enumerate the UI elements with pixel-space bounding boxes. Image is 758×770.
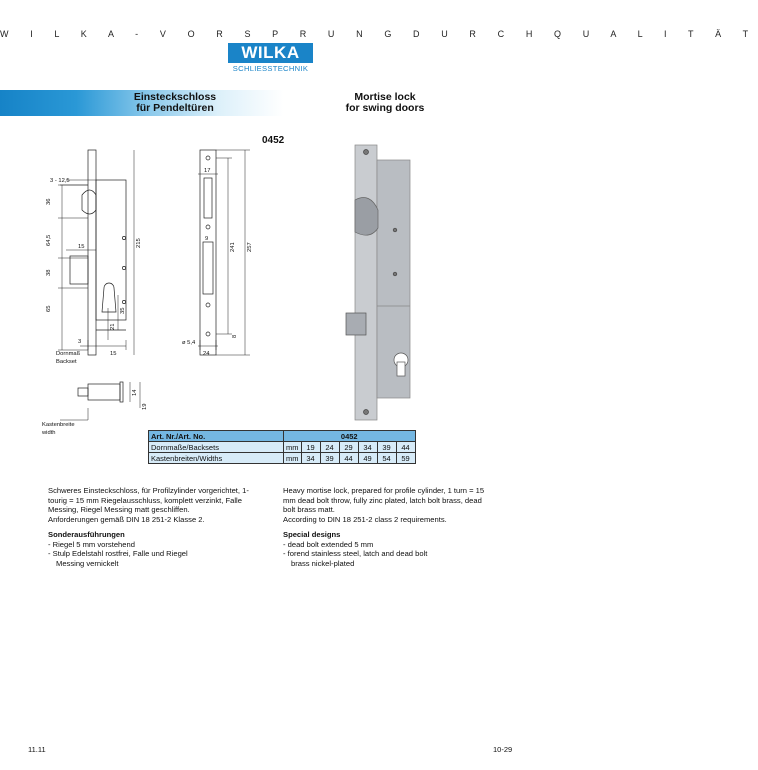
dim-257: 257 (247, 242, 253, 252)
dim-215: 215 (136, 238, 142, 248)
table-cell: 44 (396, 442, 415, 453)
title-german-line1: Einsteckschloss (133, 91, 217, 103)
bottom-view-dimension-lines (60, 382, 140, 420)
table-header-row (149, 431, 416, 442)
table-row (149, 453, 416, 464)
label-case-width-en: width (42, 430, 56, 436)
table-cell: 34 (358, 442, 377, 453)
special-design-en-item: - forend stainless steel, latch and dead bolt (283, 549, 428, 559)
logo-wordmark: WILKA (228, 43, 313, 63)
special-design-en-item: - dead bolt extended 5 mm (283, 539, 374, 549)
description-german (48, 486, 253, 569)
dim-19: 19 (142, 403, 148, 410)
dim-35: 35 (120, 307, 126, 314)
special-design-de-item: - Stulp Edelstahl rostfrei, Falle und Riegel (48, 549, 188, 559)
table-header-label: Art. Nr./Art. No. (149, 431, 284, 442)
dim-15-bottom: 15 (110, 351, 117, 357)
model-number: 0452 (262, 135, 285, 146)
row-unit: mm (284, 442, 302, 453)
bottom-view (78, 382, 123, 402)
table-cell: 24 (320, 442, 339, 453)
dim-15-top: 15 (78, 244, 85, 250)
row-label: Kastenbreiten/Widths (149, 453, 284, 464)
label-case-width-de: Kastenbreite (42, 422, 75, 428)
table-cell: 44 (339, 453, 358, 464)
description-en-standard: According to DIN 18 251-2 class 2 requirements. (283, 515, 447, 525)
footer-page-number: 10-29 (493, 745, 513, 754)
table-cell: 39 (320, 453, 339, 464)
dim-64-5: 64,5 (46, 234, 52, 246)
special-design-de-item-cont: Messing vernickelt (56, 558, 119, 568)
table-cell: 59 (396, 453, 415, 464)
side-view-lock-body (70, 150, 126, 355)
table-cell: 39 (377, 442, 396, 453)
table-header-value: 0452 (284, 431, 416, 442)
table-cell: 19 (301, 442, 320, 453)
dim-3-bottom: 3 (78, 339, 82, 345)
description-en-paragraph: Heavy mortise lock, prepared for profile cylinder, 1 turn = 15 mm dead bolt throw, fully zinc plated, latch bolt brass, dead bolt brass matt. (283, 486, 485, 515)
title-english-line2: for swing doors (345, 102, 425, 114)
spec-table (148, 430, 416, 464)
table-cell: 29 (339, 442, 358, 453)
lock-photo (346, 145, 410, 420)
footer-date: 11.11 (28, 745, 46, 754)
dim-241: 241 (230, 242, 236, 252)
dim-36: 36 (46, 198, 52, 205)
dim-21: 21 (110, 323, 116, 330)
dim-9: 9 (205, 236, 209, 242)
label-backset-de: Dornmaß (56, 351, 81, 357)
dim-38: 38 (46, 269, 52, 276)
dim-3-12-5: 3 - 12,5 (50, 178, 70, 184)
dim-24: 24 (203, 351, 210, 357)
dim-8: 8 (232, 334, 238, 338)
description-de-standard: Anforderungen gemäß DIN 18 251-2 Klasse 2. (48, 515, 205, 525)
dim-diameter-5-4: ø 5,4 (182, 340, 196, 346)
description-de-paragraph: Schweres Einsteckschloss, für Profilzylinder vorgerichtet, 1-tourig = 15 mm Riegelausschluss, komplett verzinkt, Falle Messing, Riegel Messing matt geschliffen. (48, 486, 249, 515)
label-backset-en: Backset (56, 359, 77, 365)
tagline: W I L K A - V O R S P R U N G D U R C H Q U A L I T Ä T (0, 29, 758, 39)
table-row (149, 442, 416, 453)
special-designs-de-title: Sonderausführungen (48, 529, 125, 539)
title-english-line1: Mortise lock (354, 91, 416, 103)
table-cell: 54 (377, 453, 396, 464)
special-design-de-item: - Riegel 5 mm vorstehend (48, 539, 135, 549)
dim-14: 14 (132, 389, 138, 396)
front-view-dimension-lines (198, 150, 250, 355)
special-design-en-item-cont: brass nickel-plated (291, 558, 355, 568)
dim-65: 65 (46, 305, 52, 312)
table-cell: 34 (301, 453, 320, 464)
front-view-forend (200, 150, 216, 355)
logo-subtitle: SCHLIESSTECHNIK (232, 64, 309, 73)
description-english (283, 486, 488, 569)
row-unit: mm (284, 453, 302, 464)
dim-17: 17 (204, 168, 211, 174)
row-label: Dornmaße/Backsets (149, 442, 284, 453)
title-german-line2: für Pendeltüren (136, 102, 214, 114)
special-designs-en-title: Special designs (283, 529, 341, 539)
table-cell: 49 (358, 453, 377, 464)
